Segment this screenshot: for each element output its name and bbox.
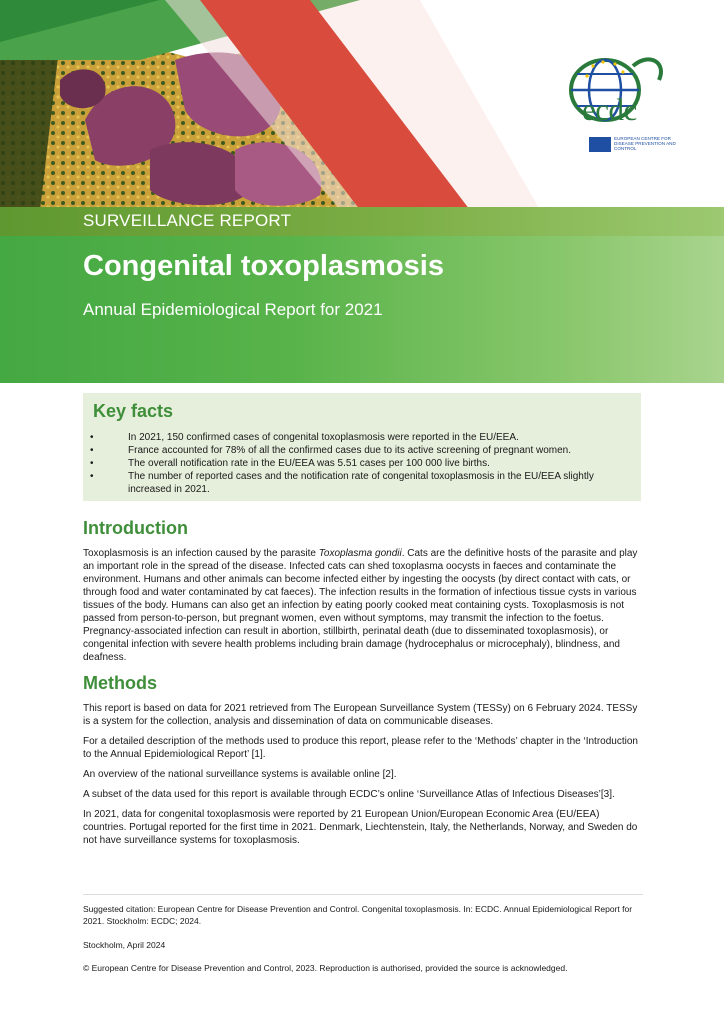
key-facts-title: Key facts bbox=[93, 401, 174, 421]
list-item: • In 2021, 150 confirmed cases of congenital toxoplasmosis were reported in the EU/EEA. bbox=[90, 432, 519, 443]
methods-paragraph: For a detailed description of the methods used to produce this report, please refer to the ‘Methods’ chapter in the ‘Introduction to the Annual Epidemiological Report’ [1]. bbox=[83, 736, 638, 760]
footer-divider bbox=[83, 894, 643, 895]
report-type: SURVEILLANCE REPORT bbox=[83, 211, 292, 230]
ecdc-tagline: EUROPEAN CENTRE FOR DISEASE PREVENTION AND CONTROL bbox=[614, 136, 676, 152]
main-content bbox=[83, 518, 643, 854]
list-item: • The overall notification rate in the EU/EEA was 5.51 cases per 100 000 live births. bbox=[90, 458, 490, 469]
methods-heading: Methods bbox=[83, 673, 157, 693]
ecdc-wordmark: ecdc bbox=[582, 92, 637, 127]
bullet: • bbox=[90, 458, 94, 469]
suggested-citation: Suggested citation: European Centre for Disease Prevention and Control. Congenital toxoplasmosis. In: ECDC. Annual Epidemiological Report for 2021. Stockholm: ECDC; 2024. bbox=[83, 904, 633, 926]
species-name: Toxoplasma gondii bbox=[318, 548, 402, 559]
methods-paragraph: This report is based on data for 2021 retrieved from The European Surveillance System (TESSy) on 6 February 2024. TESSy is a system for the collection, analysis and dissemination of data on communicable diseases. bbox=[83, 703, 638, 727]
bullet: • bbox=[90, 432, 94, 443]
report-header bbox=[0, 0, 724, 383]
methods-paragraph: An overview of the national surveillance systems is available online [2]. bbox=[83, 769, 397, 780]
list-item: • France accounted for 78% of all the confirmed cases due to its active screening of pregnant women. bbox=[90, 445, 572, 456]
list-item: • The number of reported cases and the notification rate of congenital toxoplasmosis in the EU/EEA slightly increased in 2021. bbox=[90, 471, 594, 495]
page-title: Congenital toxoplasmosis bbox=[83, 250, 444, 282]
methods-paragraph: A subset of the data used for this report is available through ECDC’s online ‘Surveillance Atlas of Infectious Diseases’[3]. bbox=[83, 789, 615, 800]
eu-flag-icon bbox=[589, 137, 611, 152]
page-subtitle: Annual Epidemiological Report for 2021 bbox=[83, 300, 383, 319]
copyright-notice: © European Centre for Disease Prevention and Control, 2023. Reproduction is authorised, provided the source is acknowledged. bbox=[83, 963, 568, 973]
introduction-paragraph: Toxoplasmosis is an infection caused by the parasite Toxoplasma gondii. Cats are the definitive hosts of the parasite and play an important role in the spread of the disease. Infected cats can shed toxoplasma oocysts in faeces and contaminate the environment. Humans and other animals can become infected either by ingesting the oocysts (by direct contact with cats, or through food and water contaminated by cat faeces). The infection results in the formation of infectious tissue cysts in various tissues of the body. Humans can also get an infection by eating poorly cooked meat containing cysts. Toxoplasmosis is not passed from person-to-person, but pregnant women, even without symptoms, may transmit the infection to the foetus. Pregnancy-associated infection can result in abortion, stillbirth, perinatal death (due to disseminated toxoplasmosis), or congenital infection with severe health problems including brain damage (hydrocephalus or microcephaly), blindness, and deafness. bbox=[83, 548, 638, 663]
bullet: • bbox=[90, 445, 94, 456]
methods-paragraph: In 2021, data for congenital toxoplasmosis were reported by 21 European Union/European Economic Area (EU/EEA) countries. Portugal reported for the first time in 2021. Denmark, Liechtenstein, Italy, the Netherlands, Norway, and Sweden do not have surveillance systems for toxoplasmosis. bbox=[83, 809, 638, 846]
introduction-heading: Introduction bbox=[83, 518, 188, 538]
key-facts-list bbox=[83, 431, 641, 496]
dateline: Stockholm, April 2024 bbox=[83, 940, 166, 950]
bullet: • bbox=[90, 471, 94, 482]
key-facts-box bbox=[83, 393, 641, 501]
